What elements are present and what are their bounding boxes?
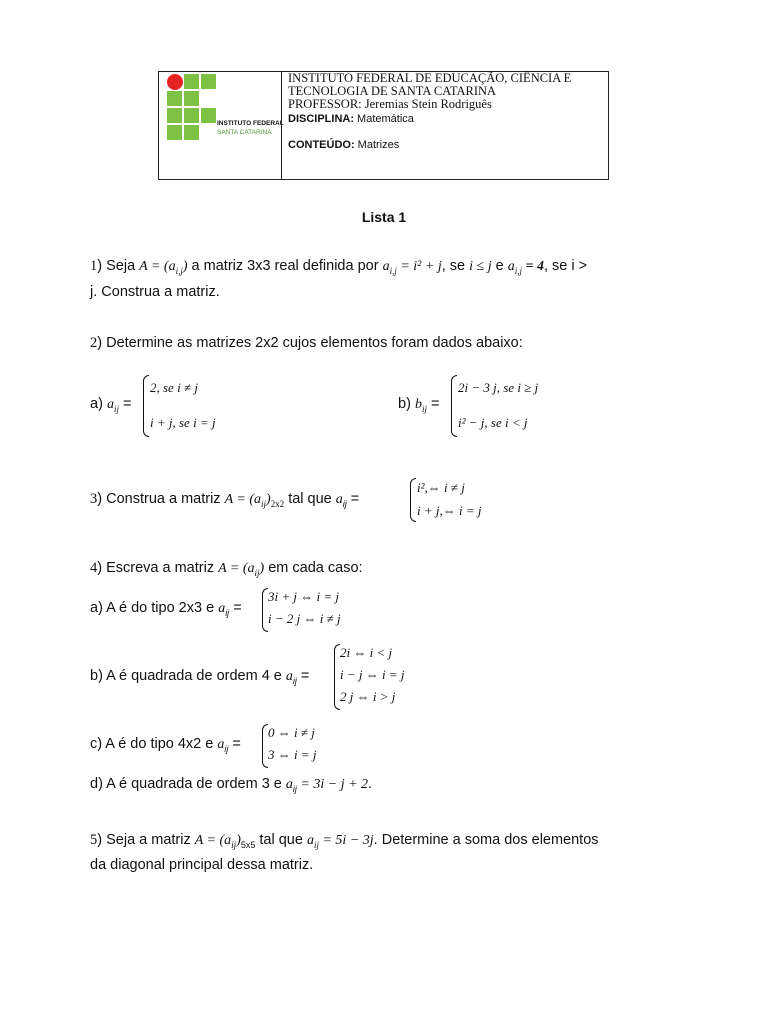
q4a-eq: = bbox=[229, 600, 242, 616]
q4c bbox=[90, 736, 241, 753]
q1-math-3: i ≤ j bbox=[469, 259, 492, 274]
discipline-label: DISCIPLINA: bbox=[288, 113, 354, 125]
q2b-case-1: 2i − 3 j, se i ≥ j bbox=[458, 380, 539, 395]
question-5-line-2: da diagonal principal dessa matriz. bbox=[90, 857, 314, 873]
q3-text-2: tal que bbox=[284, 491, 336, 507]
q1-math-4-sub: i,j bbox=[514, 266, 522, 276]
logo-square bbox=[167, 108, 182, 123]
q3-case-2: i + j,⇔ i = j bbox=[417, 503, 482, 518]
q2b-case-2: i² − j, se i < j bbox=[458, 415, 528, 430]
logo-text-1: INSTITUTO FEDERAL bbox=[217, 120, 284, 127]
logo-square bbox=[201, 108, 216, 123]
q1-math-4-main: a bbox=[507, 259, 515, 274]
q4b-var-sub: ij bbox=[292, 676, 297, 686]
q4-text-1: ) Escreva a matriz bbox=[97, 560, 219, 576]
q5-text-2: tal que bbox=[255, 832, 307, 848]
q1-math-4-rest: = 4 bbox=[521, 259, 544, 274]
q4d-end: . bbox=[368, 776, 373, 792]
q5-math-1 bbox=[195, 833, 256, 848]
q1-math-2-main: a bbox=[382, 259, 390, 274]
logo-square bbox=[201, 74, 216, 89]
q1-math-2-rest: = i² + j bbox=[396, 259, 442, 274]
header-line-4 bbox=[288, 113, 571, 126]
q3-var: a bbox=[335, 492, 343, 507]
q4c-case-2: 3 ⇔ i = j bbox=[268, 747, 317, 762]
q4c-case-1: 0 ⇔ i ≠ j bbox=[268, 725, 315, 740]
q2b-var: b bbox=[414, 397, 422, 412]
q5-math-2-main: a bbox=[306, 833, 314, 848]
q2a-var-sub: ij bbox=[113, 404, 119, 414]
q4d-var: a bbox=[285, 777, 293, 792]
q4-math-1 bbox=[218, 561, 264, 576]
q2b-var-sub: ij bbox=[421, 404, 427, 414]
q1-text-1: ) Seja bbox=[97, 258, 140, 274]
question-number: 3 bbox=[90, 491, 98, 507]
q4a-case-2: i − 2 j ⇔ i ≠ j bbox=[268, 611, 341, 626]
q1-text-5: , se i > bbox=[543, 258, 588, 274]
logo-red-dot bbox=[167, 74, 183, 90]
logo-square bbox=[184, 125, 199, 140]
q3-math-1-main: A = (a bbox=[224, 492, 261, 507]
q4-math-1-main: A = (a bbox=[218, 561, 255, 576]
q3-math-1 bbox=[225, 492, 285, 507]
q5-math-2-sub: ij bbox=[313, 840, 319, 850]
question-number: 4 bbox=[90, 560, 98, 576]
q1-math-2-sub: i,j bbox=[389, 266, 397, 276]
q2b-brace bbox=[451, 375, 457, 437]
q4b-var: a bbox=[285, 669, 293, 684]
q3-text-1: ) Construa a matriz bbox=[97, 491, 225, 507]
question-number: 5 bbox=[90, 832, 98, 848]
q4d-var-sub: ij bbox=[292, 784, 297, 794]
page-title: Lista 1 bbox=[361, 209, 407, 225]
q4a-text: a) A é do tipo 2x3 e bbox=[90, 600, 219, 616]
q1-math-1-main: A = (a bbox=[139, 259, 176, 274]
q4b bbox=[90, 668, 309, 685]
q4c-var-sub: ij bbox=[224, 744, 229, 754]
q1-math-1-end: ) bbox=[182, 259, 188, 274]
q4a bbox=[90, 600, 242, 617]
q1-math-1-sub: i,j bbox=[175, 266, 183, 276]
q5-math-1-size: 5x5 bbox=[240, 840, 256, 850]
q4a-var-sub: ij bbox=[225, 608, 230, 618]
question-1 bbox=[90, 258, 587, 275]
q4d-math: = 3i − j + 2 bbox=[296, 777, 369, 792]
header-line-2: TECNOLOGIA DE SANTA CATARINA bbox=[288, 84, 497, 98]
discipline-value: Matemática bbox=[354, 113, 414, 125]
q2a-label bbox=[90, 396, 131, 413]
question-3 bbox=[90, 491, 359, 508]
content-label: CONTEÚDO: bbox=[288, 139, 355, 151]
q5-math-1-end: ) bbox=[236, 833, 241, 848]
q3-eq: = bbox=[346, 491, 360, 507]
header-divider bbox=[281, 72, 282, 179]
q4b-case-2: i − j ⇔ i = j bbox=[340, 667, 405, 682]
q2a-case-2: i + j, se i = j bbox=[150, 415, 216, 430]
q3-var-sub: ij bbox=[342, 499, 347, 509]
q2b-label bbox=[398, 396, 439, 413]
q4a-case-1: 3i + j ⇔ i = j bbox=[268, 589, 339, 604]
q4b-text: b) A é quadrada de ordem 4 e bbox=[90, 668, 286, 684]
question-5 bbox=[90, 832, 599, 849]
q2a-var: a bbox=[106, 397, 114, 412]
logo-text-2: SANTA CATARINA bbox=[217, 129, 272, 136]
q3-case-1: i²,⇔ i ≠ j bbox=[417, 480, 465, 495]
q4c-var: a bbox=[217, 737, 225, 752]
q3-math-1-size: 2x2 bbox=[270, 499, 285, 509]
logo-square bbox=[167, 125, 182, 140]
content-value: Matrizes bbox=[354, 139, 400, 151]
q4-math-1-end: ) bbox=[259, 561, 265, 576]
q3-math-1-sub: ij bbox=[261, 499, 267, 509]
header-line-3: PROFESSOR: Jeremias Stein Rodriguês bbox=[288, 97, 492, 111]
q2a-eq: = bbox=[122, 396, 132, 412]
q2-text: ) Determine as matrizes 2x2 cujos elementos foram dados abaixo: bbox=[97, 335, 523, 351]
q2b-label-text: b) bbox=[398, 396, 411, 412]
q1-math-4 bbox=[508, 259, 544, 274]
question-1-line-2: j. Construa a matriz. bbox=[90, 284, 220, 300]
q5-text-1: ) Seja a matriz bbox=[97, 832, 195, 848]
header-box bbox=[158, 71, 609, 180]
q2a-brace bbox=[143, 375, 149, 437]
q5-math-2-rest: = 5i − 3j bbox=[318, 833, 374, 848]
q4d bbox=[90, 776, 372, 793]
q3-math-1-end: ) bbox=[266, 492, 271, 507]
q4c-eq: = bbox=[228, 736, 241, 752]
header-line-5 bbox=[288, 139, 571, 152]
q4b-eq: = bbox=[296, 668, 310, 684]
q4b-case-3: 2 j ⇔ i > j bbox=[340, 689, 396, 704]
q1-text-4: e bbox=[491, 258, 508, 274]
q4b-case-1: 2i ⇔ i < j bbox=[340, 645, 393, 660]
logo-square bbox=[184, 74, 199, 89]
q4c-text: c) A é do tipo 4x2 e bbox=[90, 736, 218, 752]
q2a-case-1: 2, se i ≠ j bbox=[150, 380, 198, 395]
header-text bbox=[288, 72, 571, 152]
q4-math-1-sub: ij bbox=[254, 568, 260, 578]
q1-text-3: , se bbox=[441, 258, 470, 274]
q1-text-2: a matriz 3x3 real definida por bbox=[187, 258, 383, 274]
q4-text-2: em cada caso: bbox=[264, 560, 363, 576]
q5-math-2 bbox=[307, 833, 374, 848]
logo-square bbox=[167, 91, 182, 106]
q5-math-1-main: A = (a bbox=[194, 833, 232, 848]
q4a-var: a bbox=[218, 601, 226, 616]
q3-brace bbox=[410, 478, 416, 522]
logo-square bbox=[184, 91, 199, 106]
q5-text-3: . Determine a soma dos elementos bbox=[373, 832, 599, 848]
question-number: 2 bbox=[90, 335, 98, 351]
q5-math-1-sub: ij bbox=[231, 840, 237, 850]
header-line-1: INSTITUTO FEDERAL DE EDUCAÇÃO, CIÊNCIA E bbox=[288, 71, 572, 85]
q2b-eq: = bbox=[430, 396, 440, 412]
q1-math-1 bbox=[139, 259, 187, 274]
question-2 bbox=[90, 335, 523, 352]
q1-math-2 bbox=[383, 259, 442, 274]
q2a-label-text: a) bbox=[90, 396, 103, 412]
question-number: 1 bbox=[90, 258, 98, 274]
q4d-text: d) A é quadrada de ordem 3 e bbox=[90, 776, 286, 792]
question-4 bbox=[90, 560, 363, 577]
logo-square bbox=[184, 108, 199, 123]
